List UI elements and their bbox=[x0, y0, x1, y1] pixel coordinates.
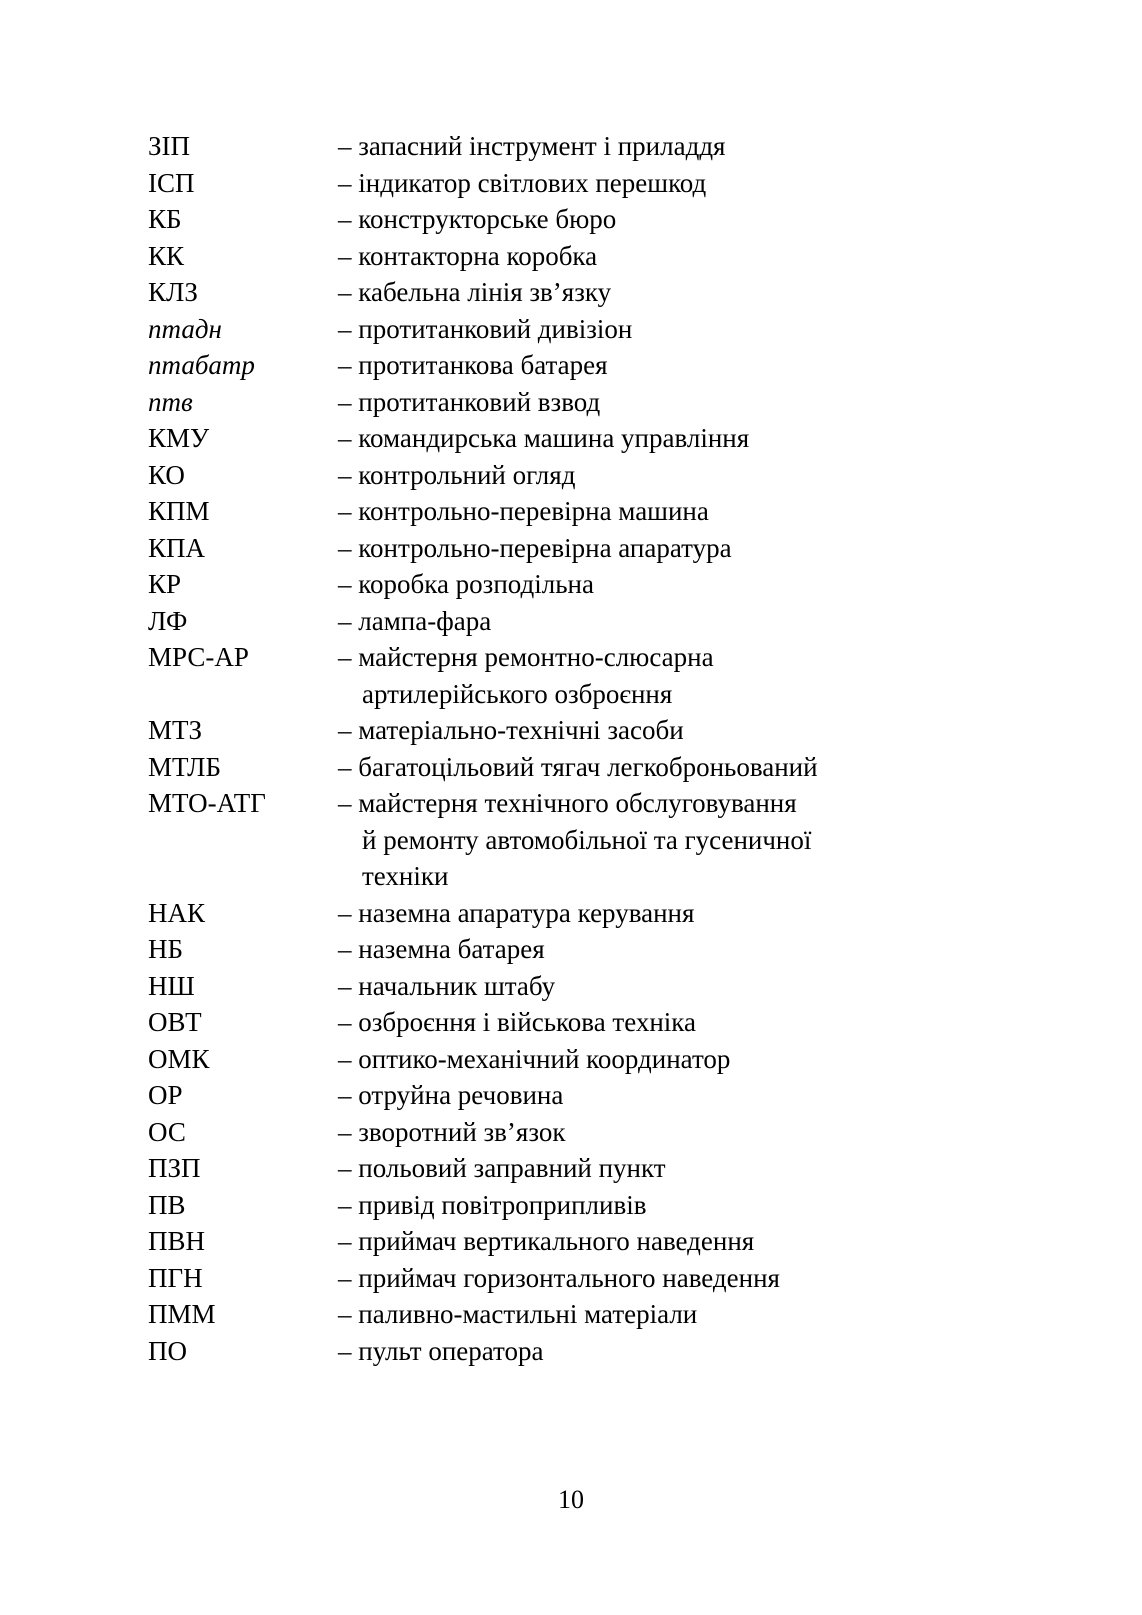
abbreviation-definition bbox=[338, 895, 1082, 932]
definition-line: – коробка розподільна bbox=[338, 569, 594, 599]
abbreviation-row bbox=[148, 1296, 1082, 1333]
definition-line: – матеріально-технічні засоби bbox=[338, 715, 684, 745]
abbreviation-term: ПГН bbox=[148, 1262, 203, 1293]
abbreviation-definition bbox=[338, 566, 1082, 603]
abbreviation-row bbox=[148, 1333, 1082, 1370]
abbreviation-definition bbox=[338, 1333, 1082, 1370]
abbreviation-definition bbox=[338, 347, 1082, 384]
abbreviation-row bbox=[148, 1077, 1082, 1114]
abbreviation-term: ІСП bbox=[148, 167, 195, 198]
abbreviation-term: ПО bbox=[148, 1335, 187, 1366]
abbreviation-term: КР bbox=[148, 569, 182, 599]
abbreviation-row bbox=[148, 311, 1082, 348]
abbreviation-term: ЛФ bbox=[148, 605, 188, 636]
abbreviation-definition bbox=[338, 311, 1082, 348]
abbreviation-term: НБ bbox=[148, 934, 184, 964]
definition-line: – лампа-фара bbox=[338, 605, 492, 636]
abbreviation-row bbox=[148, 238, 1082, 275]
abbreviation-row bbox=[148, 1041, 1082, 1078]
abbreviation-definition bbox=[338, 1077, 1082, 1114]
abbreviation-definition bbox=[338, 1004, 1082, 1041]
abbreviation-term: МТЗ bbox=[148, 715, 203, 745]
abbreviation-term: НАК bbox=[148, 897, 206, 928]
definition-line: – протитанковий дивізіон bbox=[338, 313, 633, 344]
abbreviation-row bbox=[148, 749, 1082, 786]
abbreviation-row bbox=[148, 1260, 1082, 1297]
abbreviation-term: КБ bbox=[148, 204, 182, 234]
abbreviation-row bbox=[148, 1004, 1082, 1041]
abbreviation-definition bbox=[338, 1041, 1082, 1078]
abbreviation-term: НШ bbox=[148, 970, 195, 1001]
abbreviation-definition bbox=[338, 165, 1082, 202]
abbreviation-row bbox=[148, 968, 1082, 1005]
abbreviation-term: птадн bbox=[148, 313, 222, 344]
abbreviation-list bbox=[148, 128, 1082, 1369]
definition-line: – багатоцільовий тягач легкоброньований bbox=[338, 751, 818, 782]
abbreviation-row bbox=[148, 165, 1082, 202]
definition-line: – командирська машина управління bbox=[338, 423, 750, 453]
abbreviation-definition bbox=[338, 238, 1082, 275]
abbreviation-row bbox=[148, 128, 1082, 165]
abbreviation-definition bbox=[338, 201, 1082, 238]
definition-line: – приймач горизонтального наведення bbox=[338, 1262, 780, 1293]
definition-line: – привід повітроприпливів bbox=[338, 1189, 647, 1220]
definition-line: – паливно-мастильні матеріали bbox=[338, 1299, 698, 1329]
definition-line: – начальник штабу bbox=[338, 970, 556, 1001]
abbreviation-term: КПМ bbox=[148, 496, 210, 526]
definition-line: – контрольно-перевірна апаратура bbox=[338, 532, 732, 563]
definition-line: – конструкторське бюро bbox=[338, 204, 617, 234]
abbreviation-term: КК bbox=[148, 240, 185, 271]
abbreviation-term: МТЛБ bbox=[148, 751, 221, 782]
definition-line: – приймач вертикального наведення bbox=[338, 1226, 755, 1256]
abbreviation-row bbox=[148, 566, 1082, 603]
page-number: 10 bbox=[558, 1485, 584, 1514]
abbreviation-row bbox=[148, 274, 1082, 311]
abbreviation-row bbox=[148, 1223, 1082, 1260]
abbreviation-term: КПА bbox=[148, 532, 206, 563]
abbreviation-term: ОВТ bbox=[148, 1007, 202, 1037]
abbreviation-definition bbox=[338, 1187, 1082, 1224]
abbreviation-term: МРС-АР bbox=[148, 642, 249, 672]
definition-continuation-line: артилерійського озброєння bbox=[362, 678, 673, 709]
abbreviation-definition bbox=[338, 274, 1082, 311]
abbreviation-row bbox=[148, 1150, 1082, 1187]
abbreviation-definition bbox=[338, 639, 1082, 712]
abbreviation-definition bbox=[338, 603, 1082, 640]
abbreviation-term: ПММ bbox=[148, 1299, 216, 1329]
abbreviation-row bbox=[148, 639, 1082, 712]
abbreviation-row bbox=[148, 712, 1082, 749]
abbreviation-row bbox=[148, 895, 1082, 932]
abbreviation-definition bbox=[338, 968, 1082, 1005]
abbreviation-term: ПВН bbox=[148, 1226, 206, 1256]
definition-line: – майстерня ремонтно-слюсарна bbox=[338, 642, 714, 672]
abbreviation-term: ЗІП bbox=[148, 131, 191, 161]
definition-line: – запасний інструмент і приладдя bbox=[338, 131, 726, 161]
abbreviation-row bbox=[148, 493, 1082, 530]
definition-line: – наземна батарея bbox=[338, 934, 545, 964]
abbreviation-definition bbox=[338, 128, 1082, 165]
abbreviation-definition bbox=[338, 384, 1082, 421]
definition-line: – протитанкова батарея bbox=[338, 350, 608, 380]
abbreviation-row bbox=[148, 384, 1082, 421]
abbreviation-term: МТО-АТГ bbox=[148, 788, 266, 818]
definition-line: – оптико-механічний координатор bbox=[338, 1043, 731, 1074]
definition-line: – отруйна речовина bbox=[338, 1080, 564, 1110]
abbreviation-definition bbox=[338, 1223, 1082, 1260]
abbreviation-term: птв bbox=[148, 386, 193, 417]
abbreviation-term: птабатр bbox=[148, 350, 255, 380]
abbreviation-definition bbox=[338, 785, 1082, 895]
definition-line: – індикатор світлових перешкод bbox=[338, 167, 707, 198]
abbreviation-row bbox=[148, 530, 1082, 567]
abbreviation-definition bbox=[338, 493, 1082, 530]
abbreviation-definition bbox=[338, 1296, 1082, 1333]
definition-line: – кабельна лінія зв’язку bbox=[338, 277, 612, 307]
abbreviation-definition bbox=[338, 530, 1082, 567]
abbreviation-term: ПВ bbox=[148, 1189, 186, 1220]
abbreviation-term: ОР bbox=[148, 1080, 183, 1110]
definition-continuation-line: й ремонту автомобільної та гусеничної bbox=[362, 824, 812, 855]
abbreviation-term: КЛЗ bbox=[148, 277, 198, 307]
abbreviation-row bbox=[148, 347, 1082, 384]
abbreviation-row bbox=[148, 201, 1082, 238]
definition-line: – зворотний зв’язок bbox=[338, 1116, 566, 1147]
abbreviation-definition bbox=[338, 457, 1082, 494]
abbreviation-definition bbox=[338, 931, 1082, 968]
abbreviation-definition bbox=[338, 1260, 1082, 1297]
abbreviation-row bbox=[148, 1187, 1082, 1224]
definition-line: – протитанковий взвод bbox=[338, 386, 601, 417]
abbreviation-definition bbox=[338, 749, 1082, 786]
abbreviation-definition bbox=[338, 1150, 1082, 1187]
abbreviation-row bbox=[148, 785, 1082, 895]
abbreviation-term: КО bbox=[148, 459, 185, 490]
definition-continuation-line: техніки bbox=[362, 861, 449, 891]
definition-line: – контрольний огляд bbox=[338, 459, 576, 490]
abbreviation-term: КМУ bbox=[148, 423, 210, 453]
definition-line: – озброєння і військова техніка bbox=[338, 1007, 697, 1037]
abbreviation-definition bbox=[338, 420, 1082, 457]
abbreviation-definition bbox=[338, 712, 1082, 749]
abbreviation-row bbox=[148, 603, 1082, 640]
definition-line: – пульт оператора bbox=[338, 1335, 544, 1366]
abbreviation-term: ПЗП bbox=[148, 1153, 201, 1183]
abbreviation-row bbox=[148, 420, 1082, 457]
abbreviation-term: ОС bbox=[148, 1116, 186, 1147]
definition-line: – польовий заправний пункт bbox=[338, 1153, 666, 1183]
abbreviation-row bbox=[148, 1114, 1082, 1151]
definition-line: – наземна апаратура керування bbox=[338, 897, 695, 928]
abbreviation-definition bbox=[338, 1114, 1082, 1151]
abbreviation-term: ОМК bbox=[148, 1043, 210, 1074]
definition-line: – контакторна коробка bbox=[338, 240, 598, 271]
definition-line: – контрольно-перевірна машина bbox=[338, 496, 709, 526]
abbreviation-row bbox=[148, 931, 1082, 968]
abbreviation-row bbox=[148, 457, 1082, 494]
definition-line: – майстерня технічного обслуговування bbox=[338, 788, 797, 818]
